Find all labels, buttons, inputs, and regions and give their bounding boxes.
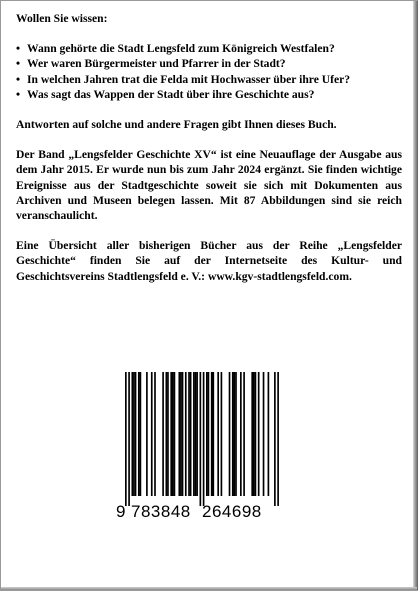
barcode-bar <box>217 372 219 496</box>
barcode-bar <box>146 372 148 496</box>
barcode-bar <box>240 372 242 496</box>
barcode-bar <box>131 372 133 496</box>
barcode-bar <box>167 372 169 496</box>
barcode-bar <box>162 372 164 496</box>
barcode-bar <box>185 372 187 496</box>
barcode-bar <box>166 372 168 496</box>
question-item: • Wann gehörte die Stadt Lengsfeld zum Königreich Westfalen? <box>16 41 402 56</box>
barcode-bar <box>268 372 270 496</box>
barcode-bar <box>190 372 192 496</box>
barcode-bar <box>255 372 257 496</box>
barcode-bar <box>151 372 153 496</box>
barcode-bar <box>234 372 236 496</box>
bottom-edge <box>1 587 417 590</box>
question-list <box>16 41 402 102</box>
barcode-bar <box>188 372 190 496</box>
barcode-bar <box>178 372 180 496</box>
barcode-bars <box>114 372 282 510</box>
barcode-bar <box>140 372 142 496</box>
barcode-bar <box>154 372 156 496</box>
barcode-bar <box>251 372 253 496</box>
isbn-digits <box>114 502 282 522</box>
barcode-bar <box>243 372 245 496</box>
barcode-bar <box>263 372 265 496</box>
barcode-bar <box>133 372 135 496</box>
barcode-bar <box>203 372 205 506</box>
isbn-barcode <box>114 372 282 522</box>
barcode-bar <box>180 372 182 496</box>
barcode-bar <box>200 372 202 506</box>
barcode-bar <box>135 372 137 496</box>
heading: Wollen Sie wissen: <box>16 12 108 25</box>
barcode-bar <box>258 372 260 496</box>
barcode-bar <box>172 372 174 496</box>
barcode-bar <box>253 372 255 496</box>
series-overview: Eine Übersicht aller bisherigen Bücher aus der Reihe „Lengsfelder Geschichte“ finden Sie auf der Internetseite des Kultur- und Geschichtsvereins Stadtlengsfeld e. V.: www.kgv-stadtlengsfeld.com. <box>16 239 402 283</box>
book-description: Der Band „Lengsfelder Geschichte XV“ ist eine Neuauflage der Ausgabe aus dem Jahr 2015. Er wurde nun bis zum Jahr 2024 ergänzt. Sie finden wichtige Ereignisse aus der Stadtgeschichte soweit sie sich mit Dokumenten aus Archiven und Museen belegen lassen. Mit 87 Abbildungen sind sie reich veranschaulicht. <box>16 148 402 223</box>
isbn-right-group: 264698 <box>202 502 262 521</box>
barcode-bar <box>170 372 172 496</box>
barcode-bar <box>138 372 140 496</box>
barcode-bar <box>232 372 234 496</box>
barcode-bar <box>211 372 213 496</box>
barcode-bar <box>174 372 176 496</box>
barcode-bar <box>193 372 195 496</box>
answer-line: Antworten auf solche und andere Fragen gibt Ihnen dieses Buch. <box>16 118 337 132</box>
isbn-left-group: 783848 <box>131 502 191 521</box>
barcode-bar <box>195 372 197 496</box>
isbn-first-digit: 9 <box>116 502 126 521</box>
barcode-bar <box>235 372 237 496</box>
barcode-bar <box>128 372 130 506</box>
barcode-bar <box>182 372 184 496</box>
barcode-bar <box>221 372 223 496</box>
question-item: • Was sagt das Wappen der Stadt über ihre Geschichte aus? <box>16 87 402 102</box>
barcode-bar <box>212 372 214 496</box>
question-item: • In welchen Jahren trat die Felda mit Hochwasser über ihre Ufer? <box>16 72 402 87</box>
barcode-bar <box>206 372 208 496</box>
barcode-bar <box>274 372 276 506</box>
cover-text-block <box>16 11 402 284</box>
question-item: • Wer waren Bürgermeister und Pfarrer in der Stadt? <box>16 56 402 71</box>
barcode-bar <box>208 372 210 496</box>
spine-edge <box>413 1 418 590</box>
barcode-bar <box>125 372 127 506</box>
barcode-bar <box>229 372 231 496</box>
barcode-bar <box>277 372 279 506</box>
barcode-bar <box>196 372 198 496</box>
